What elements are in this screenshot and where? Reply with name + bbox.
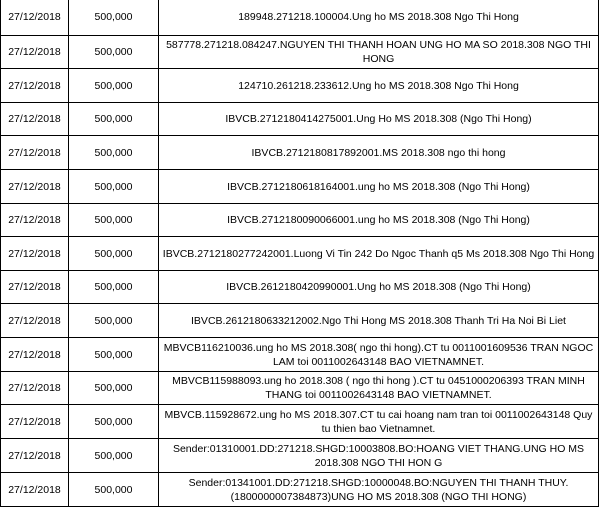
table-row [1,405,599,439]
table-row [1,271,599,304]
table-row [1,473,599,507]
table-row [1,0,599,36]
amount-cell: 500,000 [69,237,159,271]
amount-cell: 500,000 [69,69,159,103]
table-row [1,36,599,69]
content-cell: IBVCB.2712180618164001.ung ho MS 2018.308 (Ngo Thi Hong) [159,170,599,204]
amount-cell: 500,000 [69,170,159,204]
content-cell: IBVCB.2612180633212002.Ngo Thi Hong MS 2018.308 Thanh Tri Ha Noi Bi Liet [159,304,599,338]
date-cell: 27/12/2018 [1,405,69,439]
table-row [1,304,599,338]
amount-cell: 500,000 [69,405,159,439]
date-cell: 27/12/2018 [1,204,69,237]
content-cell: 124710.261218.233612.Ung ho MS 2018.308 Ngo Thi Hong [159,69,599,103]
content-cell: IBVCB.2612180420990001.Ung ho MS 2018.308 (Ngo Thi Hong) [159,271,599,304]
content-cell: IBVCB.2712180817892001.MS 2018.308 ngo thi hong [159,136,599,170]
amount-cell: 500,000 [69,136,159,170]
amount-cell: 500,000 [69,103,159,136]
table-row [1,69,599,103]
amount-cell: 500,000 [69,204,159,237]
content-cell: 189948.271218.100004.Ung ho MS 2018.308 Ngo Thi Hong [159,0,599,36]
date-cell: 27/12/2018 [1,69,69,103]
amount-cell: 500,000 [69,372,159,405]
amount-cell: 500,000 [69,304,159,338]
amount-cell: 500,000 [69,439,159,473]
amount-cell: 500,000 [69,338,159,372]
table-row [1,170,599,204]
content-cell: MBVCB.115928672.ung ho MS 2018.307.CT tu cai hoang nam tran toi 0011002643148 Quy tu thien bao Vietnamnet. [159,405,599,439]
content-cell: Sender:01341001.DD:271218.SHGD:10000048.BO:NGUYEN THI THANH THUY.(1800000007384873)UNG HO MS 2018.308 (NGO THI HONG) [159,473,599,507]
content-cell: IBVCB.2712180277242001.Luong Vi Tin 242 Do Ngoc Thanh q5 Ms 2018.308 Ngo Thi Hong [159,237,599,271]
table-row [1,136,599,170]
date-cell: 27/12/2018 [1,304,69,338]
amount-cell: 500,000 [69,0,159,36]
table-row [1,237,599,271]
content-cell: IBVCB.2712180090066001.ung ho MS 2018.308 (Ngo Thi Hong) [159,204,599,237]
table-row [1,338,599,372]
content-cell: Sender:01310001.DD:271218.SHGD:10003808.BO:HOANG VIET THANG.UNG HO MS 2018.308 NGO THI HON G [159,439,599,473]
amount-cell: 500,000 [69,36,159,69]
date-cell: 27/12/2018 [1,237,69,271]
donation-table-body [1,0,599,507]
amount-cell: 500,000 [69,271,159,304]
amount-cell: 500,000 [69,473,159,507]
date-cell: 27/12/2018 [1,439,69,473]
table-row [1,103,599,136]
date-cell: 27/12/2018 [1,372,69,405]
date-cell: 27/12/2018 [1,103,69,136]
date-cell: 27/12/2018 [1,0,69,36]
content-cell: MBVCB116210036.ung ho MS 2018.308( ngo thi hong).CT tu 0011001609536 TRAN NGOC LAM toi 0011002643148 BAO VIETNAMNET. [159,338,599,372]
content-cell: 587778.271218.084247.NGUYEN THI THANH HOAN UNG HO MA SO 2018.308 NGO THI HONG [159,36,599,69]
table-row [1,439,599,473]
content-cell: MBVCB115988093.ung ho 2018.308 ( ngo thi hong ).CT tu 0451000206393 TRAN MINH THANG toi 0011002643148 BAO VIETNAMNET. [159,372,599,405]
date-cell: 27/12/2018 [1,473,69,507]
table-row [1,372,599,405]
content-cell: IBVCB.2712180414275001.Ung Ho MS 2018.308 (Ngo Thi Hong) [159,103,599,136]
table-row [1,204,599,237]
date-cell: 27/12/2018 [1,36,69,69]
date-cell: 27/12/2018 [1,338,69,372]
date-cell: 27/12/2018 [1,170,69,204]
date-cell: 27/12/2018 [1,271,69,304]
date-cell: 27/12/2018 [1,136,69,170]
